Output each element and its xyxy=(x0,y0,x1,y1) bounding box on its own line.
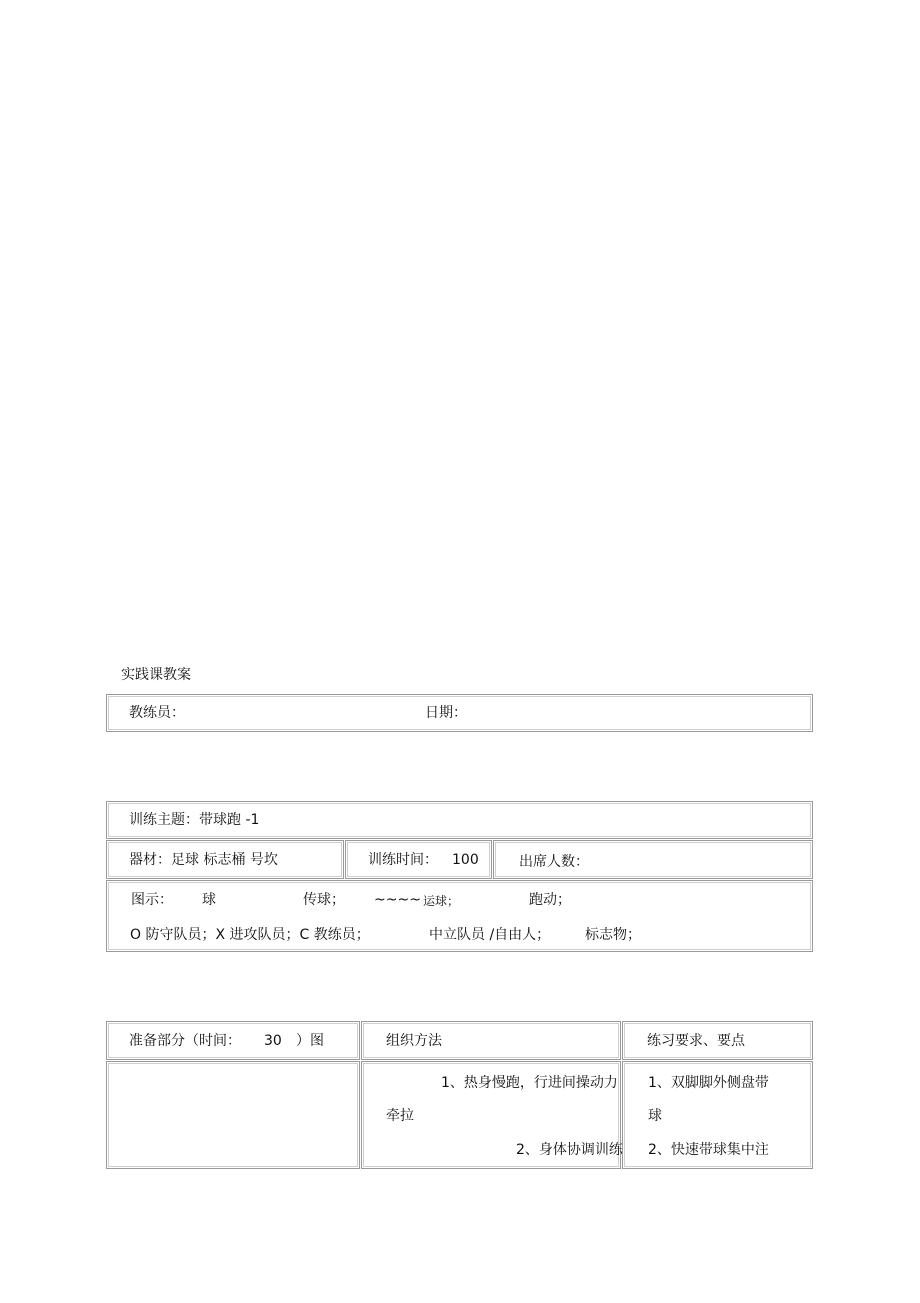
equipment-text: 器材：足球 标志桶 号坎 xyxy=(129,852,278,868)
req-item-1: 1、双脚脚外侧盘带 xyxy=(648,1075,769,1091)
legend-dribble: 运球； xyxy=(423,894,460,908)
legend-dribble-symbol: ~~~~ xyxy=(374,892,421,908)
org-item-1-cont: 牵拉 xyxy=(386,1108,414,1124)
req-item-2: 2、快速带球集中注 xyxy=(648,1142,769,1158)
training-topic: 训练主题：带球跑 -1 xyxy=(129,812,260,828)
legend-title: 图示： xyxy=(131,892,173,908)
prep-diagram-cell xyxy=(106,1061,360,1169)
date-label: 日期： xyxy=(425,705,467,721)
org-item-2: 2、身体协调训练 xyxy=(516,1142,623,1158)
req-item-1-cont: 球 xyxy=(648,1108,662,1124)
legend-marker: 标志物； xyxy=(585,927,641,943)
legend-neutral: 中立队员 /自由人； xyxy=(429,927,551,943)
training-time-label: 训练时间： xyxy=(368,852,438,868)
legend-ball: 球 xyxy=(202,892,216,908)
prep-suffix: ）图 xyxy=(296,1033,324,1049)
req-header: 练习要求、要点 xyxy=(647,1033,745,1049)
document-title: 实践课教案 xyxy=(121,667,191,683)
prep-label: 准备部分（时间： xyxy=(129,1033,241,1049)
org-header: 组织方法 xyxy=(386,1033,442,1049)
org-item-1: 1、热身慢跑，行进间操动力 xyxy=(441,1075,618,1091)
legend-run: 跑动； xyxy=(529,892,571,908)
attendance-label: 出席人数： xyxy=(519,854,589,870)
legend-players: O 防守队员；X 进攻队员；C 教练员； xyxy=(130,927,370,943)
coach-label: 教练员： xyxy=(129,705,185,721)
training-time-value: 100 xyxy=(452,852,479,868)
legend-pass: 传球； xyxy=(303,892,345,908)
prep-time: 30 xyxy=(264,1033,282,1049)
